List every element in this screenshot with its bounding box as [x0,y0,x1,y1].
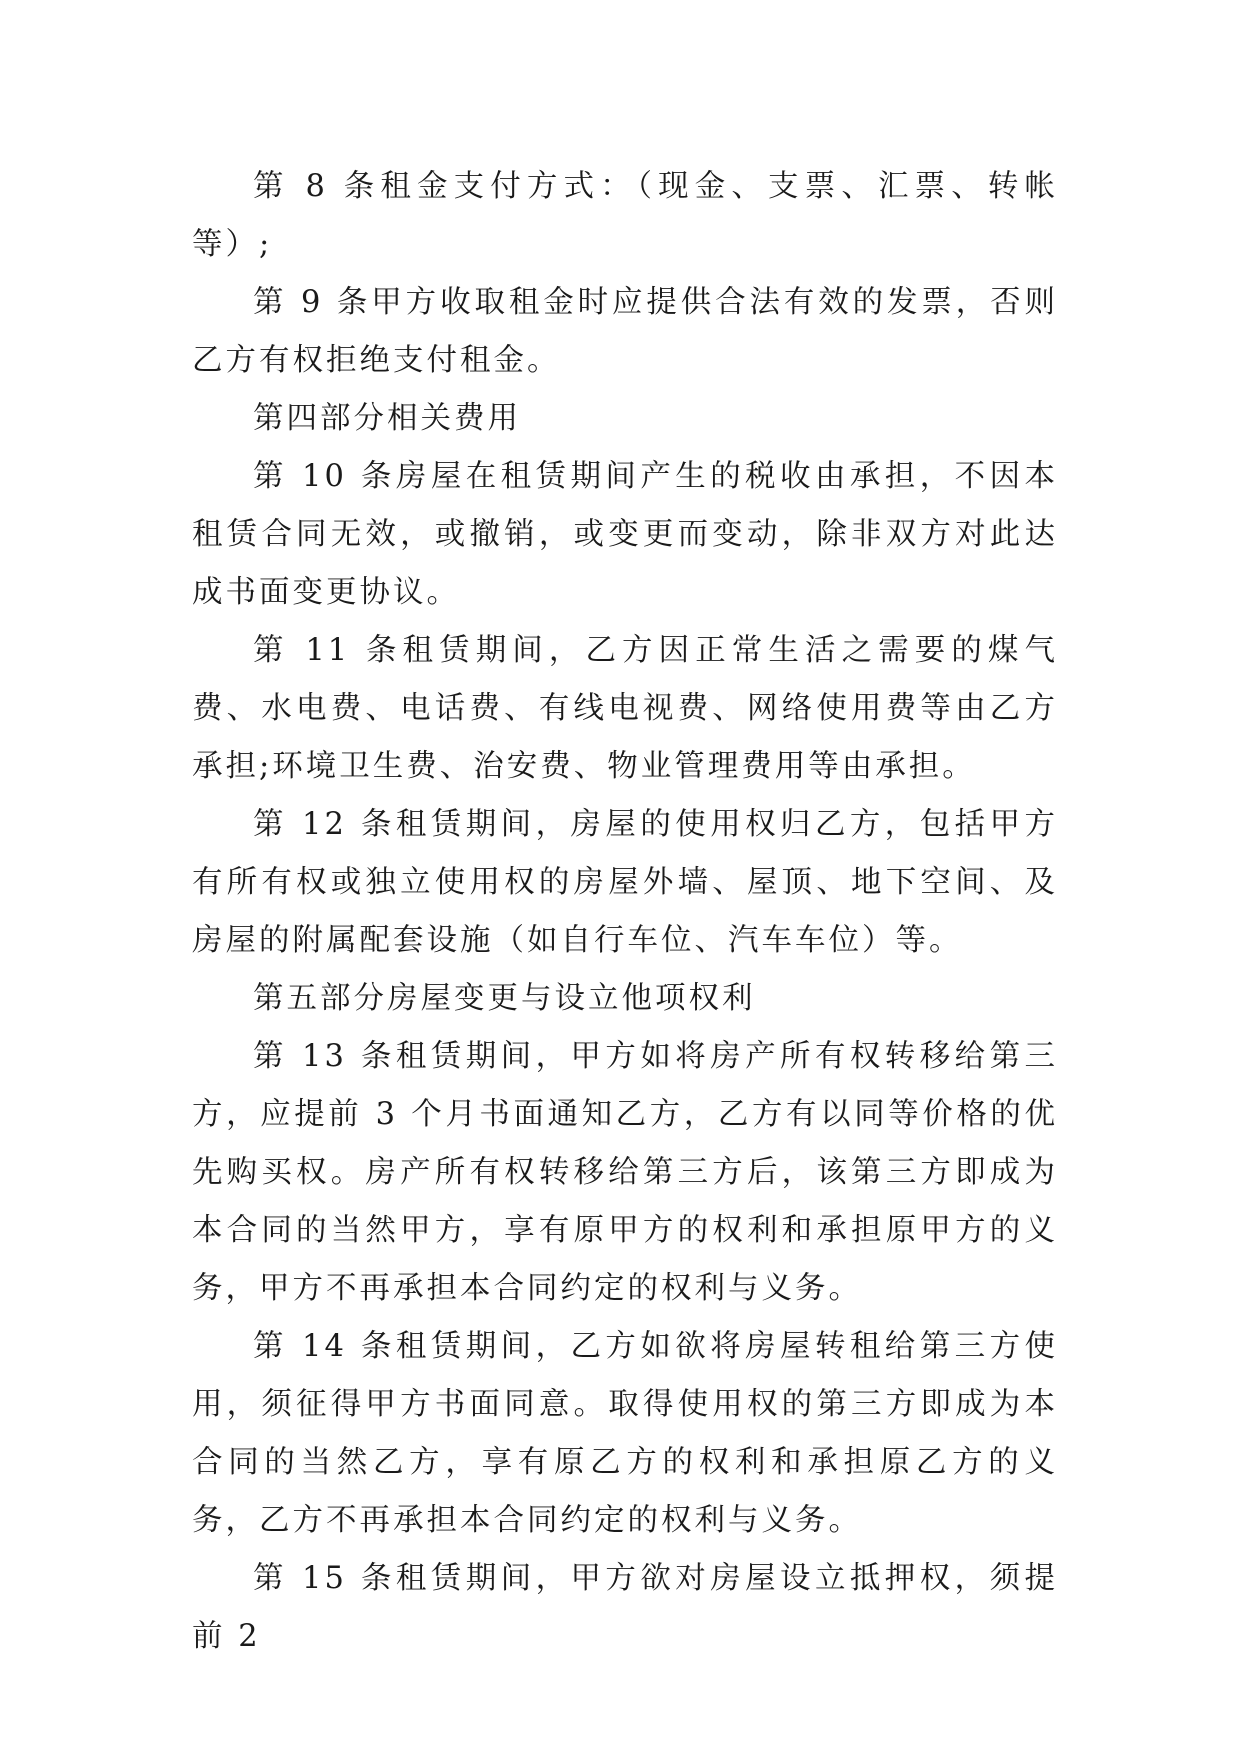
article-10-paragraph: 第 10 条房屋在租赁期间产生的税收由承担，不因本租赁合同无效，或撤销，或变更而变动，除非双方对此达成书面变更协议。 [192,459,1058,610]
article-11-paragraph: 第 11 条租赁期间，乙方因正常生活之需要的煤气费、水电费、电话费、有线电视费、网络使用费等由乙方承担;环境卫生费、治安费、物业管理费用等由承担。 [192,633,1058,784]
document-body [192,158,1058,1666]
article-15-paragraph: 第 15 条租赁期间，甲方欲对房屋设立抵押权，须提前 2 [192,1561,1058,1654]
article-8-paragraph: 第 8 条租金支付方式：（现金、支票、汇票、转帐等）; [192,169,1058,262]
part-5-heading: 第五部分房屋变更与设立他项权利 [253,981,756,1016]
part-4-heading: 第四部分相关费用 [253,401,521,436]
article-13-paragraph: 第 13 条租赁期间，甲方如将房产所有权转移给第三方，应提前 3 个月书面通知乙方，乙方有以同等价格的优先购买权。房产所有权转移给第三方后，该第三方即成为本合同的当然甲方，享有原甲方的权利和承担原甲方的义务，甲方不再承担本合同约定的权利与义务。 [192,1039,1058,1306]
article-14-paragraph: 第 14 条租赁期间，乙方如欲将房屋转租给第三方使用，须征得甲方书面同意。取得使用权的第三方即成为本合同的当然乙方，享有原乙方的权利和承担原乙方的义务，乙方不再承担本合同约定的权利与义务。 [192,1329,1058,1538]
article-12-paragraph: 第 12 条租赁期间，房屋的使用权归乙方，包括甲方有所有权或独立使用权的房屋外墙、屋顶、地下空间、及房屋的附属配套设施（如自行车位、汽车车位）等。 [192,807,1058,958]
article-9-paragraph: 第 9 条甲方收取租金时应提供合法有效的发票，否则乙方有权拒绝支付租金。 [192,285,1058,378]
